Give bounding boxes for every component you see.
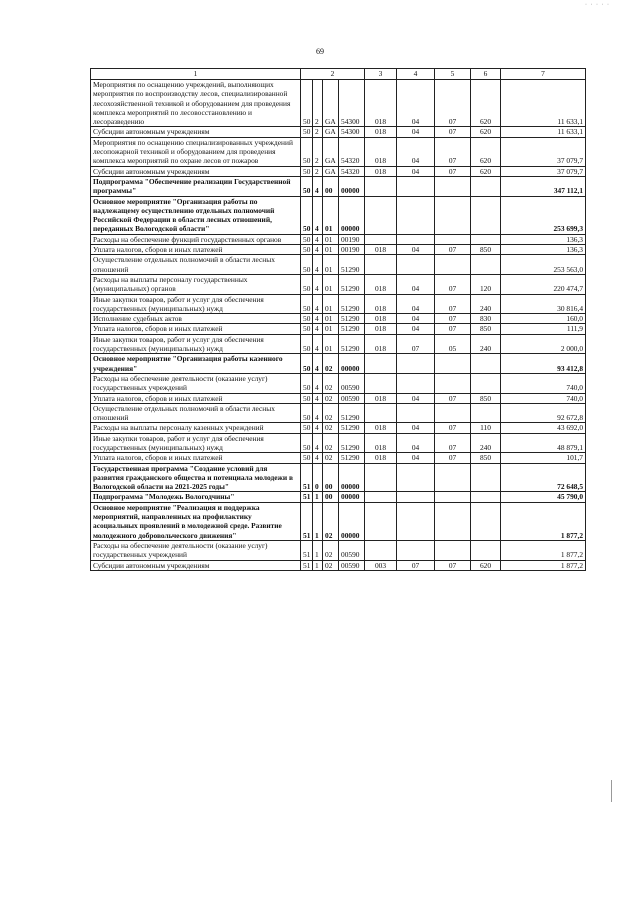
row-amount: 1 877,2 [501, 560, 586, 570]
row-ministry-code: 018 [365, 80, 397, 127]
table-row [91, 176, 586, 196]
row-name: Иные закупки товаров, работ и услуг для обеспечения государственных (муниципальных) нужд [91, 433, 301, 453]
row-name: Исполнение судебных актов [91, 314, 301, 324]
table-row [91, 423, 586, 433]
row-name: Расходы на выплаты персоналу казенных учреждений [91, 423, 301, 433]
row-ministry-code [365, 373, 397, 393]
row-expense-type-code: 620 [471, 137, 501, 166]
row-event-code: GA [323, 80, 339, 127]
table-row [91, 560, 586, 570]
row-event-code: 01 [323, 255, 339, 275]
row-subsection-code [435, 502, 471, 540]
row-expense-type-code: 850 [471, 245, 501, 255]
row-expense-type-code: 620 [471, 560, 501, 570]
row-program-code: 50 [301, 234, 313, 244]
row-section-code: 04 [397, 166, 435, 176]
row-subprogram-code: 4 [313, 234, 323, 244]
row-ministry-code [365, 234, 397, 244]
row-section-code: 04 [397, 393, 435, 403]
header-col-2: 2 [301, 69, 365, 80]
row-subsection-code [435, 234, 471, 244]
row-program-code: 51 [301, 463, 313, 492]
row-subprogram-code: 1 [313, 492, 323, 502]
row-section-code [397, 196, 435, 234]
row-subsection-code: 07 [435, 245, 471, 255]
row-ministry-code [365, 354, 397, 374]
row-name: Основное мероприятие "Реализация и поддержка мероприятий, направленных на профилактику асоциальных проявлений в молодежной среде. Развитие молодежного добровольческого движения" [91, 502, 301, 540]
row-program-code: 50 [301, 137, 313, 166]
row-program-code: 50 [301, 373, 313, 393]
row-event-code: GA [323, 127, 339, 137]
row-section-code: 04 [397, 324, 435, 334]
row-section-code: 04 [397, 245, 435, 255]
row-amount: 101,7 [501, 453, 586, 463]
table-row [91, 463, 586, 492]
table-row [91, 166, 586, 176]
row-section-code [397, 403, 435, 423]
row-expense-type-code [471, 176, 501, 196]
table-row [91, 403, 586, 423]
row-ministry-code: 018 [365, 294, 397, 314]
row-subsection-code [435, 540, 471, 560]
row-expense-type-code: 240 [471, 433, 501, 453]
row-amount: 220 474,7 [501, 274, 586, 294]
row-expense-type-code [471, 255, 501, 275]
row-direction-code: 00000 [339, 176, 365, 196]
row-program-code: 50 [301, 127, 313, 137]
row-ministry-code [365, 196, 397, 234]
table-row [91, 314, 586, 324]
table-row [91, 492, 586, 502]
row-program-code: 51 [301, 540, 313, 560]
row-direction-code: 00590 [339, 560, 365, 570]
row-direction-code: 51290 [339, 255, 365, 275]
row-program-code: 50 [301, 196, 313, 234]
row-direction-code: 51290 [339, 433, 365, 453]
row-expense-type-code [471, 492, 501, 502]
row-name: Уплата налогов, сборов и иных платежей [91, 393, 301, 403]
row-name: Расходы на обеспечение деятельности (оказание услуг) государственных учреждений [91, 540, 301, 560]
row-ministry-code [365, 540, 397, 560]
row-expense-type-code: 830 [471, 314, 501, 324]
row-section-code [397, 234, 435, 244]
row-name: Мероприятия по оснащению специализированных учреждений лесопожарной техникой и оборудованием для проведения комплекса мероприятий по охране лесов от пожаров [91, 137, 301, 166]
header-col-1: 1 [91, 69, 301, 80]
row-name: Иные закупки товаров, работ и услуг для обеспечения государственных (муниципальных) нужд [91, 334, 301, 354]
table-row [91, 294, 586, 314]
row-direction-code: 51290 [339, 324, 365, 334]
row-direction-code: 00590 [339, 540, 365, 560]
row-subsection-code: 07 [435, 453, 471, 463]
row-name: Расходы на выплаты персоналу государственных (муниципальных) органов [91, 274, 301, 294]
row-section-code [397, 540, 435, 560]
row-expense-type-code: 620 [471, 80, 501, 127]
row-direction-code: 54300 [339, 127, 365, 137]
row-ministry-code: 018 [365, 423, 397, 433]
row-amount: 1 877,2 [501, 540, 586, 560]
row-ministry-code [365, 463, 397, 492]
row-expense-type-code [471, 234, 501, 244]
row-ministry-code [365, 403, 397, 423]
row-subprogram-code: 2 [313, 137, 323, 166]
row-amount: 740,0 [501, 393, 586, 403]
row-amount: 2 000,0 [501, 334, 586, 354]
row-section-code [397, 463, 435, 492]
header-col-6: 6 [471, 69, 501, 80]
row-direction-code: 54320 [339, 137, 365, 166]
row-name: Субсидии автономным учреждениям [91, 560, 301, 570]
table-body [91, 80, 586, 571]
row-program-code: 50 [301, 403, 313, 423]
row-direction-code: 00000 [339, 502, 365, 540]
row-ministry-code [365, 255, 397, 275]
row-event-code: 02 [323, 540, 339, 560]
header-col-3: 3 [365, 69, 397, 80]
row-section-code: 04 [397, 274, 435, 294]
row-name: Иные закупки товаров, работ и услуг для обеспечения государственных (муниципальных) нужд [91, 294, 301, 314]
row-direction-code: 00190 [339, 234, 365, 244]
row-name: Государственная программа "Создание условий для развития гражданского общества и потенциала молодежи в Вологодской области на 2021-2025 годы" [91, 463, 301, 492]
row-event-code: GA [323, 137, 339, 166]
row-ministry-code: 018 [365, 127, 397, 137]
row-section-code [397, 502, 435, 540]
row-amount: 45 790,0 [501, 492, 586, 502]
row-ministry-code: 018 [365, 274, 397, 294]
row-event-code: 00 [323, 463, 339, 492]
row-name: Расходы на обеспечение деятельности (оказание услуг) государственных учреждений [91, 373, 301, 393]
row-expense-type-code [471, 196, 501, 234]
row-amount: 253 699,3 [501, 196, 586, 234]
row-amount: 11 633,1 [501, 127, 586, 137]
row-program-code: 50 [301, 245, 313, 255]
header-col-7: 7 [501, 69, 586, 80]
row-direction-code: 51290 [339, 423, 365, 433]
row-expense-type-code [471, 403, 501, 423]
table-row [91, 433, 586, 453]
row-direction-code: 00000 [339, 463, 365, 492]
row-section-code: 04 [397, 433, 435, 453]
row-ministry-code: 018 [365, 166, 397, 176]
row-subsection-code: 07 [435, 423, 471, 433]
row-subprogram-code: 1 [313, 560, 323, 570]
row-amount: 347 112,1 [501, 176, 586, 196]
row-subprogram-code: 4 [313, 373, 323, 393]
row-amount: 30 816,4 [501, 294, 586, 314]
row-section-code: 04 [397, 137, 435, 166]
row-program-code: 51 [301, 560, 313, 570]
row-program-code: 50 [301, 354, 313, 374]
row-program-code: 51 [301, 502, 313, 540]
row-section-code: 04 [397, 423, 435, 433]
row-section-code: 04 [397, 127, 435, 137]
row-name: Основное мероприятие "Организация работы казенного учреждения" [91, 354, 301, 374]
row-ministry-code: 018 [365, 137, 397, 166]
row-direction-code: 51290 [339, 274, 365, 294]
row-section-code: 04 [397, 453, 435, 463]
row-ministry-code: 018 [365, 334, 397, 354]
row-section-code: 07 [397, 560, 435, 570]
row-event-code: 02 [323, 433, 339, 453]
header-col-5: 5 [435, 69, 471, 80]
row-ministry-code: 018 [365, 324, 397, 334]
table-row [91, 373, 586, 393]
row-subprogram-code: 4 [313, 176, 323, 196]
row-ministry-code: 018 [365, 453, 397, 463]
row-name: Осуществление отдельных полномочий в области лесных отношений [91, 255, 301, 275]
row-section-code: 07 [397, 334, 435, 354]
row-section-code [397, 176, 435, 196]
row-subsection-code [435, 373, 471, 393]
row-direction-code: 00590 [339, 393, 365, 403]
row-event-code: 02 [323, 393, 339, 403]
row-program-code: 50 [301, 80, 313, 127]
row-event-code: GA [323, 166, 339, 176]
row-direction-code: 00000 [339, 196, 365, 234]
row-ministry-code [365, 492, 397, 502]
row-expense-type-code: 240 [471, 294, 501, 314]
row-subsection-code: 05 [435, 334, 471, 354]
row-ministry-code: 018 [365, 245, 397, 255]
row-event-code: 01 [323, 245, 339, 255]
row-section-code: 04 [397, 294, 435, 314]
table-row [91, 334, 586, 354]
row-expense-type-code: 850 [471, 324, 501, 334]
table-row [91, 196, 586, 234]
row-event-code: 02 [323, 502, 339, 540]
table-row [91, 453, 586, 463]
table-row [91, 234, 586, 244]
row-direction-code: 00000 [339, 354, 365, 374]
row-event-code: 01 [323, 196, 339, 234]
row-subprogram-code: 4 [313, 255, 323, 275]
row-subprogram-code: 4 [313, 393, 323, 403]
row-subprogram-code: 2 [313, 80, 323, 127]
row-name: Подпрограмма "Обеспечение реализации Государственной программы" [91, 176, 301, 196]
row-subsection-code [435, 463, 471, 492]
row-ministry-code: 018 [365, 393, 397, 403]
row-subprogram-code: 4 [313, 324, 323, 334]
row-expense-type-code: 620 [471, 127, 501, 137]
row-amount: 253 563,0 [501, 255, 586, 275]
table-row [91, 80, 586, 127]
row-event-code: 02 [323, 453, 339, 463]
row-event-code: 00 [323, 492, 339, 502]
table-row [91, 324, 586, 334]
row-ministry-code: 003 [365, 560, 397, 570]
header-col-4: 4 [397, 69, 435, 80]
row-amount: 160,0 [501, 314, 586, 324]
row-event-code: 02 [323, 423, 339, 433]
table-header-row [91, 69, 586, 80]
scan-corner-mark: · · · · · [585, 2, 610, 8]
row-event-code: 01 [323, 294, 339, 314]
row-program-code: 50 [301, 255, 313, 275]
row-direction-code: 54320 [339, 166, 365, 176]
row-section-code [397, 492, 435, 502]
row-ministry-code: 018 [365, 314, 397, 324]
row-subprogram-code: 0 [313, 463, 323, 492]
budget-table [90, 68, 586, 571]
row-program-code: 50 [301, 166, 313, 176]
row-subsection-code: 07 [435, 137, 471, 166]
row-program-code: 50 [301, 176, 313, 196]
row-name: Расходы на обеспечение функций государственных органов [91, 234, 301, 244]
table-row [91, 137, 586, 166]
row-subprogram-code: 4 [313, 294, 323, 314]
row-subprogram-code: 4 [313, 196, 323, 234]
table-row [91, 393, 586, 403]
row-direction-code: 51290 [339, 314, 365, 324]
row-section-code: 04 [397, 80, 435, 127]
row-subsection-code: 07 [435, 274, 471, 294]
row-name: Уплата налогов, сборов и иных платежей [91, 245, 301, 255]
row-expense-type-code: 120 [471, 274, 501, 294]
row-ministry-code [365, 502, 397, 540]
row-name: Субсидии автономным учреждениям [91, 166, 301, 176]
row-name: Мероприятия по оснащению учреждений, выполняющих мероприятия по воспроизводству лесов, специализированной лесохозяйственной техникой и оборудованием для проведения комплекса мероприятий по лесовосстановлению и лесоразведению [91, 80, 301, 127]
row-amount: 92 672,8 [501, 403, 586, 423]
row-subsection-code [435, 492, 471, 502]
row-subprogram-code: 2 [313, 166, 323, 176]
row-program-code: 51 [301, 492, 313, 502]
table-row [91, 502, 586, 540]
scan-margin-mark [611, 780, 612, 802]
row-amount: 111,9 [501, 324, 586, 334]
row-expense-type-code [471, 540, 501, 560]
row-program-code: 50 [301, 314, 313, 324]
row-expense-type-code: 110 [471, 423, 501, 433]
row-amount: 136,3 [501, 245, 586, 255]
row-program-code: 50 [301, 294, 313, 314]
row-direction-code: 00000 [339, 492, 365, 502]
row-subsection-code: 07 [435, 393, 471, 403]
row-name: Уплата налогов, сборов и иных платежей [91, 453, 301, 463]
row-subprogram-code: 4 [313, 433, 323, 453]
row-event-code: 02 [323, 373, 339, 393]
row-amount: 37 079,7 [501, 166, 586, 176]
row-subprogram-code: 4 [313, 423, 323, 433]
row-section-code [397, 255, 435, 275]
row-subsection-code: 07 [435, 127, 471, 137]
row-expense-type-code: 240 [471, 334, 501, 354]
row-event-code: 02 [323, 354, 339, 374]
row-subprogram-code: 1 [313, 540, 323, 560]
row-subsection-code [435, 196, 471, 234]
table-row [91, 127, 586, 137]
row-subprogram-code: 2 [313, 127, 323, 137]
row-expense-type-code: 620 [471, 166, 501, 176]
row-subprogram-code: 4 [313, 334, 323, 354]
row-subsection-code: 07 [435, 166, 471, 176]
row-name: Уплата налогов, сборов и иных платежей [91, 324, 301, 334]
row-event-code: 01 [323, 314, 339, 324]
row-subsection-code: 07 [435, 433, 471, 453]
row-subprogram-code: 4 [313, 354, 323, 374]
row-amount: 43 692,0 [501, 423, 586, 433]
row-direction-code: 54300 [339, 80, 365, 127]
row-name: Субсидии автономным учреждениям [91, 127, 301, 137]
row-subsection-code [435, 255, 471, 275]
row-ministry-code [365, 176, 397, 196]
row-amount: 11 633,1 [501, 80, 586, 127]
row-program-code: 50 [301, 324, 313, 334]
row-subsection-code [435, 354, 471, 374]
row-section-code [397, 354, 435, 374]
row-event-code: 02 [323, 403, 339, 423]
table-row [91, 274, 586, 294]
row-direction-code: 51290 [339, 294, 365, 314]
row-name: Осуществление отдельных полномочий в области лесных отношений [91, 403, 301, 423]
row-event-code: 01 [323, 324, 339, 334]
row-program-code: 50 [301, 334, 313, 354]
row-program-code: 50 [301, 453, 313, 463]
row-name: Подпрограмма "Молодежь Вологодчины" [91, 492, 301, 502]
row-subsection-code: 07 [435, 560, 471, 570]
row-subsection-code: 07 [435, 80, 471, 127]
row-subprogram-code: 4 [313, 453, 323, 463]
row-event-code: 00 [323, 176, 339, 196]
row-event-code: 01 [323, 334, 339, 354]
row-amount: 740,0 [501, 373, 586, 393]
row-amount: 72 648,5 [501, 463, 586, 492]
row-expense-type-code [471, 354, 501, 374]
row-direction-code: 00190 [339, 245, 365, 255]
row-expense-type-code [471, 502, 501, 540]
row-amount: 93 412,8 [501, 354, 586, 374]
row-expense-type-code [471, 463, 501, 492]
row-program-code: 50 [301, 433, 313, 453]
row-subsection-code [435, 403, 471, 423]
row-amount: 48 879,1 [501, 433, 586, 453]
row-expense-type-code: 850 [471, 393, 501, 403]
row-event-code: 01 [323, 234, 339, 244]
row-subprogram-code: 4 [313, 403, 323, 423]
page-number: 69 [316, 47, 324, 56]
row-event-code: 02 [323, 560, 339, 570]
row-direction-code: 00590 [339, 373, 365, 393]
row-name: Основное мероприятие "Организация работы по надлежащему осуществлению отдельных полномочий Российской Федерации в области лесных отношений, переданных Вологодской области" [91, 196, 301, 234]
row-section-code [397, 373, 435, 393]
table-row [91, 255, 586, 275]
row-event-code: 01 [323, 274, 339, 294]
row-subsection-code: 07 [435, 314, 471, 324]
row-subsection-code [435, 176, 471, 196]
row-ministry-code: 018 [365, 433, 397, 453]
row-subsection-code: 07 [435, 294, 471, 314]
row-program-code: 50 [301, 274, 313, 294]
row-direction-code: 51290 [339, 334, 365, 354]
table-row [91, 354, 586, 374]
table-row [91, 245, 586, 255]
row-program-code: 50 [301, 393, 313, 403]
row-amount: 1 877,2 [501, 502, 586, 540]
row-subprogram-code: 4 [313, 314, 323, 324]
table-row [91, 540, 586, 560]
row-program-code: 50 [301, 423, 313, 433]
row-subprogram-code: 4 [313, 274, 323, 294]
row-amount: 37 079,7 [501, 137, 586, 166]
row-expense-type-code [471, 373, 501, 393]
row-direction-code: 51290 [339, 403, 365, 423]
row-direction-code: 51290 [339, 453, 365, 463]
row-section-code: 04 [397, 314, 435, 324]
row-expense-type-code: 850 [471, 453, 501, 463]
row-amount: 136,3 [501, 234, 586, 244]
row-subsection-code: 07 [435, 324, 471, 334]
row-subprogram-code: 4 [313, 245, 323, 255]
row-subprogram-code: 1 [313, 502, 323, 540]
